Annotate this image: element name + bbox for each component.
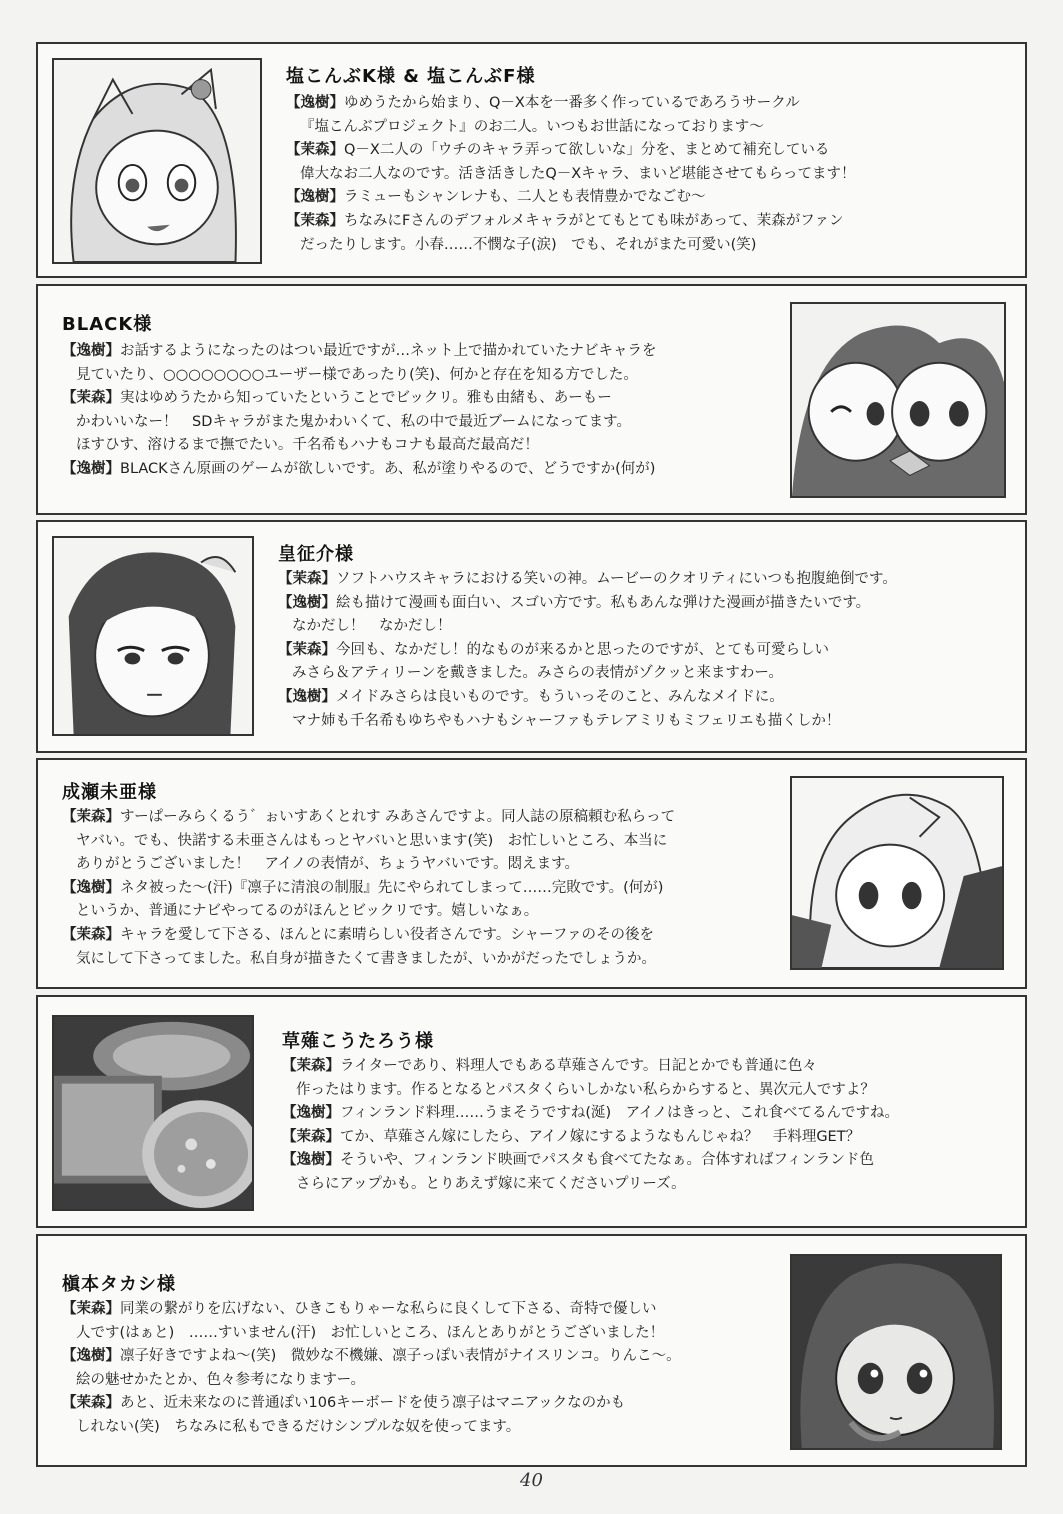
speaker-label: 【茉森】	[286, 212, 344, 229]
text-line	[278, 686, 897, 710]
section-box-2	[36, 284, 1027, 515]
text-line	[282, 1126, 899, 1150]
text-line	[286, 234, 856, 258]
line-text: 今回も、なかだし！的なものが来るかと思ったのですが、とても可愛らしい	[336, 641, 829, 658]
illustration-6	[790, 1254, 1002, 1450]
text-line	[62, 853, 675, 877]
text-line	[278, 639, 897, 663]
section-box-5	[36, 995, 1027, 1228]
speaker-label: 【茉森】	[278, 641, 336, 658]
section-text	[282, 1055, 899, 1197]
text-line	[62, 1298, 681, 1322]
line-text: 人です(はぁと) ……すいません(汗) お忙しいところ、ほんとありがとうございました！	[76, 1324, 665, 1341]
speaker-label: 【茉森】	[62, 1395, 120, 1412]
text-line	[282, 1055, 899, 1079]
section-text	[278, 568, 897, 733]
line-text: みさら＆アティリーンを戴きました。みさらの表情がゾクッと来ますわー。	[292, 665, 783, 682]
line-text: そういや、フィンランド映画でパスタも食べてたなぁ。合体すればフィンランド色	[340, 1152, 874, 1169]
illustration-2	[790, 302, 1006, 498]
text-line	[282, 1079, 899, 1103]
text-line	[62, 830, 675, 854]
line-text: ラミューもシャンレナも、二人とも表情豊かでなごむ～	[344, 189, 706, 206]
speaker-label: 【逸樹】	[286, 189, 344, 206]
section-box-4	[36, 758, 1027, 989]
line-text: 見ていたり、○○○○○○○○ユーザー様であったり(笑)、何かと存在を知る方でした。	[76, 366, 638, 383]
line-text: 『塩こんぶプロジェクト』のお二人。いつもお世話になっております～	[300, 118, 764, 135]
text-line	[62, 458, 657, 482]
section-box-3	[36, 520, 1027, 753]
text-line	[286, 92, 856, 116]
line-text: というか、普通にナビやってるのがほんとビックリです。嬉しいなぁ。	[76, 903, 539, 920]
speaker-label: 【茉森】	[62, 809, 120, 825]
text-line	[62, 924, 675, 948]
text-line	[62, 1392, 681, 1416]
speaker-label: 【逸樹】	[278, 594, 336, 611]
page-number: 40	[520, 1470, 543, 1491]
speaker-label: 【茉森】	[286, 142, 344, 159]
line-text: しれない(笑) ちなみに私もできるだけシンプルな奴を使ってます。	[76, 1418, 521, 1435]
line-text: 絵の魅せかたとか、色々参考になりますー。	[76, 1371, 365, 1388]
line-text: メイドみさらは良いものです。もういっそのこと、みんなメイドに。	[336, 688, 784, 705]
line-text: マナ姉も千名希もゆちやもハナもシャーファもテレアミリもミフェリエも描くしか！	[292, 712, 841, 729]
text-line	[62, 364, 657, 388]
section-text	[62, 1298, 681, 1440]
text-line	[282, 1173, 899, 1197]
line-text: なかだし！ なかだし！	[292, 618, 452, 635]
section-title: 槇本タカシ様	[62, 1274, 176, 1295]
line-text: 実はゆめうたから知っていたということでビックリ。雅も由緒も、あーもー	[120, 390, 612, 407]
speaker-label: 【茉森】	[62, 926, 120, 943]
text-line	[62, 1345, 681, 1369]
line-text: ちなみにFさんのデフォルメキャラがとてもとても味があって、茉森がファン	[344, 212, 844, 229]
text-line	[62, 411, 657, 435]
line-text: てか、草薙さん嫁にしたら、アイノ嫁にするようなもんじゃね？ 手料理GET？	[340, 1128, 861, 1145]
text-line	[286, 186, 856, 210]
illustration-1	[52, 58, 262, 264]
section-title: BLACK様	[62, 314, 153, 335]
line-text: 絵も描けて漫画も面白い、スゴい方です。私もあんな弾けた漫画が描きたいです。	[336, 594, 871, 611]
text-line	[278, 710, 897, 734]
line-text: ネタ被った～(汗)『凛子に清浪の制服』先にやられてしまって……完敗です。(何が)	[120, 879, 664, 896]
line-text: ゆめうたから始まり、Q－X本を一番多く作っているであろうサークル	[344, 95, 800, 111]
line-text: キャラを愛して下さる、ほんとに素晴らしい役者さんです。シャーファのその後を	[120, 926, 655, 943]
illustration-3	[52, 536, 254, 736]
text-line	[282, 1102, 899, 1126]
line-text: BLACKさん原画のゲームが欲しいです。あ、私が塗りやるので、どうですか(何が)	[120, 460, 656, 477]
speaker-label: 【茉森】	[62, 1301, 120, 1317]
line-text: ありがとうございました！ アイノの表情が、ちょうヤバいです。悶えます。	[76, 856, 580, 873]
line-text: 偉大なお二人なのです。活き活きしたQ－Xキャラ、まいど堪能させてもらってます！	[300, 165, 856, 182]
text-line	[282, 1149, 899, 1173]
section-title: 塩こんぶK様 & 塩こんぶF様	[286, 66, 536, 87]
line-text: ヤバい。でも、快諾する未亜さんはもっとヤバいと思います(笑) お忙しいところ、本当に	[76, 832, 668, 849]
text-line	[62, 877, 675, 901]
text-line	[62, 1369, 681, 1393]
text-line	[62, 340, 657, 364]
line-text: ライターであり、料理人でもある草薙さんです。日記とかでも普通に色々	[340, 1058, 817, 1074]
speaker-label: 【逸樹】	[278, 688, 336, 705]
text-line	[278, 615, 897, 639]
section-title: 成瀬未亜様	[62, 782, 157, 803]
line-text: フィンランド料理……うまそうですね(涎) アイノはきっと、これ食べてるんですね。	[340, 1105, 899, 1122]
illustration-4	[790, 776, 1004, 970]
line-text: 作ったはります。作るとなるとパスタくらいしかない私らからすると、異次元人ですよ？	[296, 1081, 875, 1098]
section-title: 皇征介様	[278, 544, 354, 565]
text-line	[62, 900, 675, 924]
photo-food	[52, 1015, 254, 1211]
text-line	[286, 139, 856, 163]
section-text	[62, 806, 675, 971]
text-line	[278, 662, 897, 686]
speaker-label: 【茉森】	[278, 571, 336, 587]
section-text	[286, 92, 856, 257]
speaker-label: 【逸樹】	[62, 1348, 120, 1365]
section-title: 草薙こうたろう様	[282, 1031, 434, 1052]
line-text: ほすひす、溶けるまで撫でたい。千名希もハナもコナも最高だ最高だ！	[76, 437, 539, 454]
line-text: あと、近未来なのに普通ぽい106キーボードを使う凛子はマニアックなのかも	[120, 1395, 626, 1412]
text-line	[286, 163, 856, 187]
text-line	[62, 1322, 681, 1346]
line-text: すーぱーみらくるう゛ぉいすあくとれす みあさんですよ。同人誌の原稿頼む私らって	[120, 809, 676, 825]
speaker-label: 【逸樹】	[286, 95, 344, 111]
section-box-1	[36, 42, 1027, 278]
text-line	[62, 434, 657, 458]
line-text: ソフトハウスキャラにおける笑いの神。ムービーのクオリティにいつも抱腹絶倒です。	[336, 571, 897, 587]
speaker-label: 【茉森】	[282, 1128, 340, 1145]
speaker-label: 【逸樹】	[282, 1152, 340, 1169]
speaker-label: 【逸樹】	[62, 343, 120, 359]
text-line	[286, 210, 856, 234]
section-text	[62, 340, 657, 482]
line-text: お話するようになったのはつい最近ですが…ネット上で描かれていたナビキャラを	[120, 343, 657, 359]
text-line	[286, 116, 856, 140]
text-line	[62, 387, 657, 411]
line-text: 同業の繋がりを広げない、ひきこもりゃーな私らに良くして下さる、奇特で優しい	[120, 1301, 657, 1317]
speaker-label: 【逸樹】	[62, 460, 120, 477]
text-line	[278, 592, 897, 616]
text-line	[62, 948, 675, 972]
line-text: Q－X二人の「ウチのキャラ弄って欲しいな」分を、まとめて補充している	[344, 142, 830, 159]
speaker-label: 【茉森】	[282, 1058, 340, 1074]
line-text: さらにアップかも。とりあえず嫁に来てくださいプリーズ。	[296, 1175, 686, 1192]
line-text: 凛子好きですよね～(笑) 微妙な不機嫌、凛子っぽい表情がナイスリンコ。りんこ～。	[120, 1348, 681, 1365]
speaker-label: 【逸樹】	[62, 879, 120, 896]
text-line	[278, 568, 897, 592]
text-line	[62, 1416, 681, 1440]
line-text: だったりします。小春……不憫な子(涙) でも、それがまた可愛い(笑)	[300, 236, 757, 253]
line-text: 気にして下さってました。私自身が描きたくて書きましたが、いかがだったでしょうか。	[76, 950, 656, 967]
text-line	[62, 806, 675, 830]
speaker-label: 【茉森】	[62, 390, 120, 407]
section-box-6	[36, 1234, 1027, 1467]
speaker-label: 【逸樹】	[282, 1105, 340, 1122]
line-text: かわいいなー！ SDキャラがまた鬼かわいくて、私の中で最近ブームになってます。	[76, 413, 631, 430]
